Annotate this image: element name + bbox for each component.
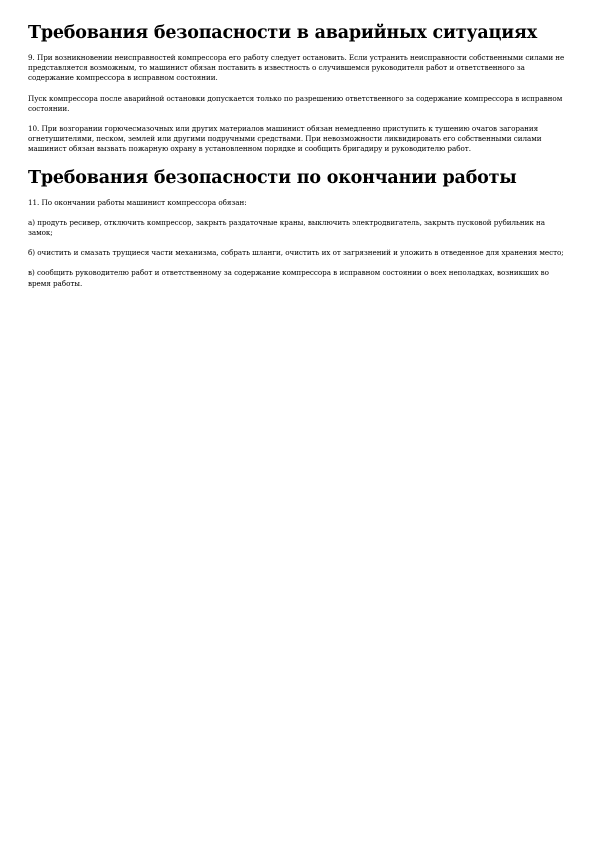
paragraph-item-9: 9. При возникновении неисправностей компрессора его работу следует остановить. Если устранить неисправности собственными силами не представляется возможным, то машинист обязан поставить в известность о случившемся руководителя работ и ответственного за содержание компрессора в исправном состоянии. — [28, 53, 565, 83]
paragraph-item-11-b: б) очистить и смазать трущиеся части механизма, собрать шланги, очистить их от загрязнений и уложить в отведенное для хранения место; — [28, 248, 564, 258]
paragraph-restart-permission: Пуск компрессора после аварийной остановки допускается только по разрешению ответственного за содержание компрессора в исправном состоянии. — [28, 93, 563, 113]
document-content — [28, 22, 566, 299]
paragraph-item-10: 10. При возгорании горючесмазочных или других материалов машинист обязан немедленно приступить к тушению очагов загорания огнетушителями, песком, землей или другими подручными средствами. При невозможности ликвидировать его собственными силами машинист обязан вызвать пожарную охрану в установленном порядке и сообщить бригадиру и руководителю работ. — [28, 124, 542, 154]
paragraph-item-11-a: а) продуть ресивер, отключить компрессор, закрыть раздаточные краны, выключить электродвигатель, закрыть пусковой рубильник на замок; — [28, 217, 545, 238]
paragraph-item-11: 11. По окончании работы машинист компрессора обязан: — [28, 197, 247, 207]
heading-end-of-work-safety: Требования безопасности по окончании работы — [28, 167, 517, 188]
heading-emergency-safety: Требования безопасности в аварийных ситуациях — [28, 23, 538, 43]
paragraph-item-11-c: в) сообщить руководителю работ и ответственному за содержание компрессора в исправном состоянии о всех неполадках, возникших во время работы. — [28, 268, 549, 288]
